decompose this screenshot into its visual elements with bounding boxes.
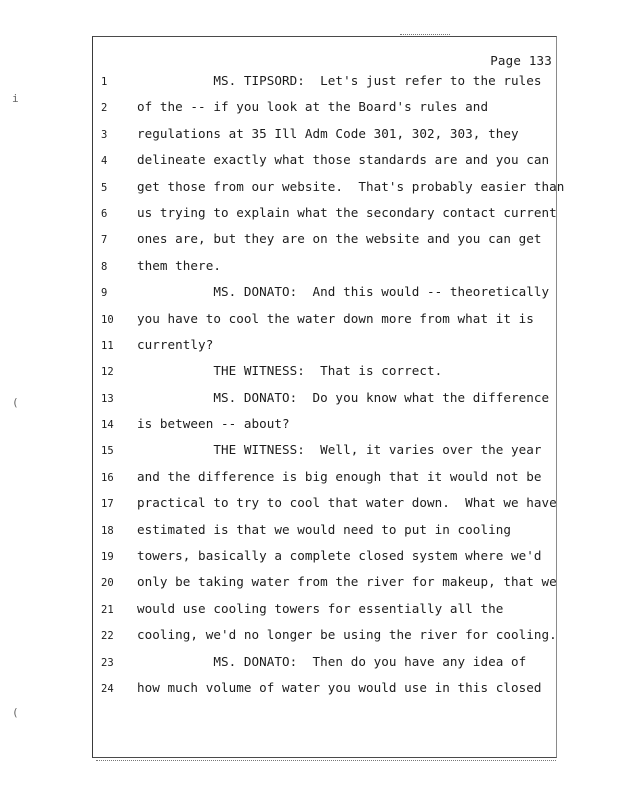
transcript-line — [93, 681, 556, 707]
transcript-line — [93, 259, 556, 285]
line-text: estimated is that we would need to put in cooling — [137, 521, 511, 537]
line-number: 16 — [101, 471, 114, 484]
line-number: 9 — [101, 287, 108, 300]
line-text: how much volume of water you would use in this closed — [137, 679, 542, 695]
line-text: get those from our website. That's probably easier than — [137, 178, 565, 194]
top-scan-rule — [400, 34, 450, 35]
line-number: 24 — [101, 682, 114, 695]
line-number: 11 — [101, 339, 114, 352]
margin-mark: ( — [12, 396, 19, 409]
line-text: MS. DONATO: Then do you have any idea of — [137, 653, 527, 669]
line-number: 4 — [101, 155, 108, 168]
transcript-line — [93, 127, 556, 153]
line-number: 22 — [101, 630, 114, 643]
transcript-line — [93, 496, 556, 522]
transcript-line — [93, 178, 565, 206]
line-number: 5 — [101, 181, 108, 194]
line-text: currently? — [137, 336, 214, 352]
transcript-line — [93, 549, 556, 575]
line-text: MS. TIPSORD: Let's just refer to the rules — [137, 73, 542, 88]
transcript-line — [93, 153, 556, 179]
line-text: them there. — [137, 257, 221, 273]
line-number: 1 — [101, 76, 108, 88]
line-text: regulations at 35 Ill Adm Code 301, 302, 303, they — [137, 125, 519, 141]
line-number: 20 — [101, 577, 114, 590]
transcript-line — [93, 417, 556, 443]
line-number: 23 — [101, 656, 114, 669]
transcript-line — [93, 443, 556, 469]
line-number: 7 — [101, 234, 108, 247]
line-text: MS. DONATO: And this would -- theoretically — [137, 284, 550, 300]
line-text: delineate exactly what those standards are and you can — [137, 152, 550, 168]
margin-mark: ( — [12, 706, 19, 719]
transcript-line — [93, 312, 556, 338]
bottom-scan-rule — [96, 760, 556, 761]
transcript-line — [93, 338, 556, 364]
line-text: practical to try to cool that water down. What we have — [137, 495, 557, 511]
transcript-line — [93, 364, 556, 390]
transcript-page — [92, 36, 565, 758]
line-number: 3 — [101, 128, 108, 141]
line-number: 12 — [101, 366, 114, 379]
line-text: MS. DONATO: Do you know what the difference — [137, 389, 550, 405]
line-text: of the -- if you look at the Board's rules and — [137, 99, 489, 115]
transcript-line — [93, 628, 556, 654]
line-text: would use cooling towers for essentially all the — [137, 600, 504, 616]
line-text: you have to cool the water down more from what it is — [137, 310, 534, 326]
line-number: 18 — [101, 524, 114, 537]
line-number: 10 — [101, 313, 114, 326]
line-text: is between -- about? — [137, 416, 290, 432]
line-text: us trying to explain what the secondary contact current — [137, 204, 557, 220]
line-number: 17 — [101, 498, 114, 511]
line-text: cooling, we'd no longer be using the river for cooling. — [137, 627, 557, 643]
line-number: 2 — [101, 102, 108, 115]
transcript-lines — [93, 73, 565, 707]
line-text: THE WITNESS: That is correct. — [137, 363, 443, 379]
transcript-line — [93, 206, 556, 232]
line-number: 6 — [101, 207, 108, 220]
line-number: 21 — [101, 603, 114, 616]
line-number: 8 — [101, 260, 108, 273]
transcript-line — [93, 232, 556, 258]
page-number: Page 133 — [490, 53, 552, 68]
transcript-line — [93, 575, 556, 601]
line-text: towers, basically a complete closed system where we'd — [137, 548, 542, 564]
transcript-line — [93, 602, 556, 628]
line-text: and the difference is big enough that it would not be — [137, 468, 542, 484]
transcript-line — [93, 391, 556, 417]
line-text: ones are, but they are on the website and you can get — [137, 231, 542, 247]
transcript-line — [93, 285, 556, 311]
line-number: 15 — [101, 445, 114, 458]
line-text: THE WITNESS: Well, it varies over the year — [137, 442, 542, 458]
line-number: 19 — [101, 551, 114, 564]
transcript-line — [93, 470, 556, 496]
margin-mark: i — [12, 92, 19, 105]
transcript-line — [93, 523, 556, 549]
line-text: only be taking water from the river for makeup, that we — [137, 574, 557, 590]
line-number: 14 — [101, 419, 114, 432]
transcript-line — [93, 655, 556, 681]
transcript-line — [93, 74, 556, 100]
transcript-line — [93, 100, 556, 126]
line-number: 13 — [101, 392, 114, 405]
